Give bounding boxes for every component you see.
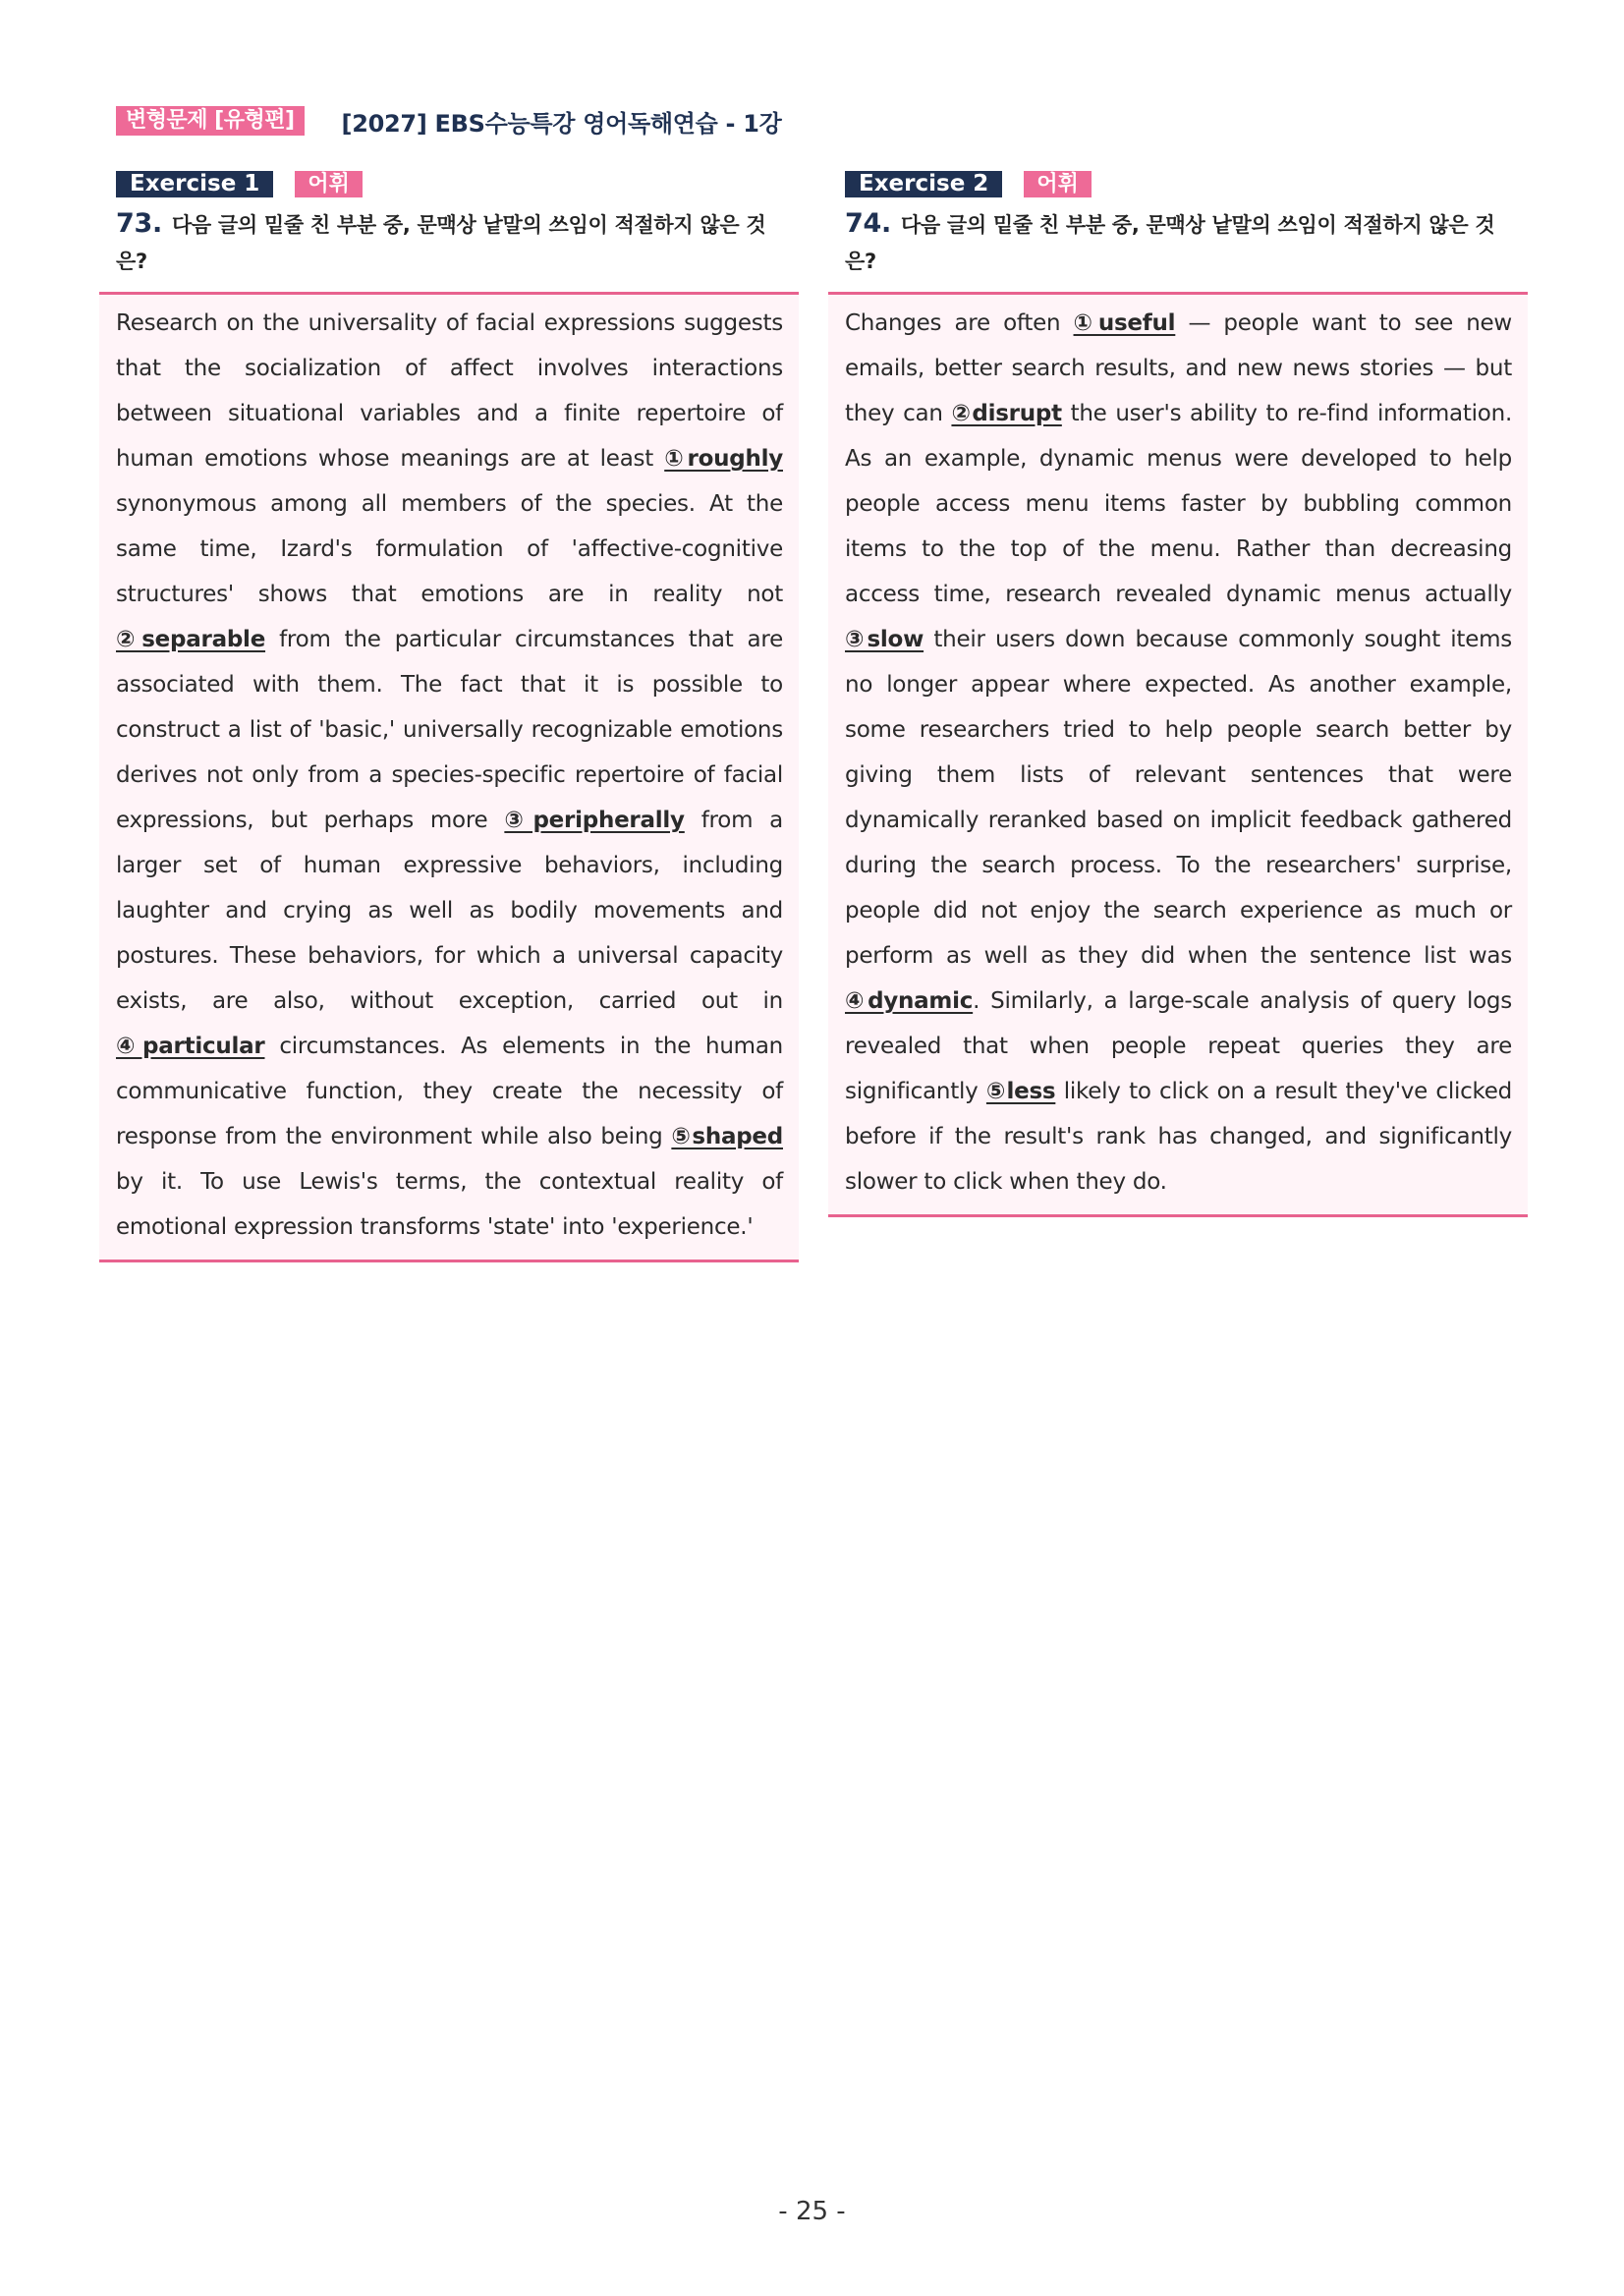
passage-text: the user's ability to re-find information. As an example, dynamic menus were developed to help people access menu items faster by bubbling common items to the top of the menu. Rather than decreasing access time, research revealed dynamic menus actually: [845, 401, 1513, 607]
underlined-word: ③slow: [845, 627, 924, 652]
exercise-2: [828, 170, 1528, 1217]
exercise-label: Exercise 2: [845, 171, 1002, 197]
question: [845, 205, 1513, 280]
passage-text: synonymous among all members of the species. At the same time, Izard's formulation of 'affective-cognitive structures' shows that emotions are in reality not: [116, 491, 783, 607]
category-tag: 어휘: [1024, 171, 1092, 197]
underlined-word: ⑤less: [985, 1079, 1056, 1104]
passage-text: by it. To use Lewis's terms, the contextual reality of emotional expression transforms 'state' into 'experience.': [116, 1169, 783, 1240]
page-number: - 25 -: [778, 2197, 846, 2226]
question-text: 다음 글의 밑줄 친 부분 중, 문맥상 낱말의 쓰임이 적절하지 않은 것은?: [116, 213, 766, 273]
underlined-word: ②separable: [116, 627, 266, 652]
underlined-word: ②disrupt: [951, 401, 1062, 426]
passage-text: from the particular circumstances that are associated with them. The fact that it is possible to construct a list of 'basic,' universally recognizable emotions derives not only from a species-specific repertoire of facial expressions, but perhaps more: [116, 627, 784, 833]
underlined-word: ④dynamic: [845, 988, 974, 1014]
question-number: 73.: [116, 208, 162, 239]
passage-text: — people want to see new emails, better search results, and new news stories — but they can: [845, 310, 1512, 426]
underlined-word: ④particular: [116, 1034, 265, 1059]
question-number: 74.: [845, 208, 891, 239]
exercise-label: Exercise 1: [116, 171, 273, 197]
passage-text: . Similarly, a large-scale analysis of query logs revealed that when people repeat queries they are significantly: [845, 988, 1512, 1104]
passage-text: from a larger set of human expressive behaviors, including laughter and crying as well as bodily movements and postures. These behaviors, for which a universal capacity exists, are also, without exception, carried out in: [116, 808, 783, 1014]
passage-text: their users down because commonly sought items no longer appear where expected. As another example, some researchers tried to help people search better by giving them lists of relevant sentences that were dynamically reranked based on implicit feedback gathered during the search process. To the researchers' surprise, people did not enjoy the search experience as much or perform as well as they did when the sentence list was: [845, 627, 1512, 969]
passage-text: Research on the universality of facial expressions suggests that the socialization of affect involves interactions between situational variables and a finite repertoire of human emotions whose meanings are at least: [116, 310, 783, 472]
passage-text: Changes are often: [845, 310, 1074, 336]
category-tag: 어휘: [295, 171, 363, 197]
page-header: [116, 104, 782, 138]
exercise-label-row: [845, 170, 1528, 197]
exercise-label-row: [116, 170, 799, 197]
question: [116, 205, 784, 280]
question-text: 다음 글의 밑줄 친 부분 중, 문맥상 낱말의 쓰임이 적절하지 않은 것은?: [845, 213, 1495, 273]
exercise-1: [99, 170, 799, 1262]
section-tag: 변형문제 [유형편]: [116, 106, 305, 136]
passage: [99, 292, 799, 1262]
underlined-word: ③peripherally: [504, 808, 685, 833]
document-title: [2027] EBS수능특강 영어독해연습 - 1강: [341, 109, 782, 138]
underlined-word: ①useful: [1073, 310, 1176, 336]
passage: [828, 292, 1528, 1217]
underlined-word: ①roughly: [664, 446, 783, 472]
underlined-word: ⑤shaped: [671, 1124, 783, 1149]
passage-text: circumstances. As elements in the human communicative function, they create the necessity of response from the environment while also being: [116, 1034, 783, 1149]
passage-text: likely to click on a result they've clicked before if the result's rank has changed, and significantly slower to click when they do.: [845, 1079, 1512, 1195]
